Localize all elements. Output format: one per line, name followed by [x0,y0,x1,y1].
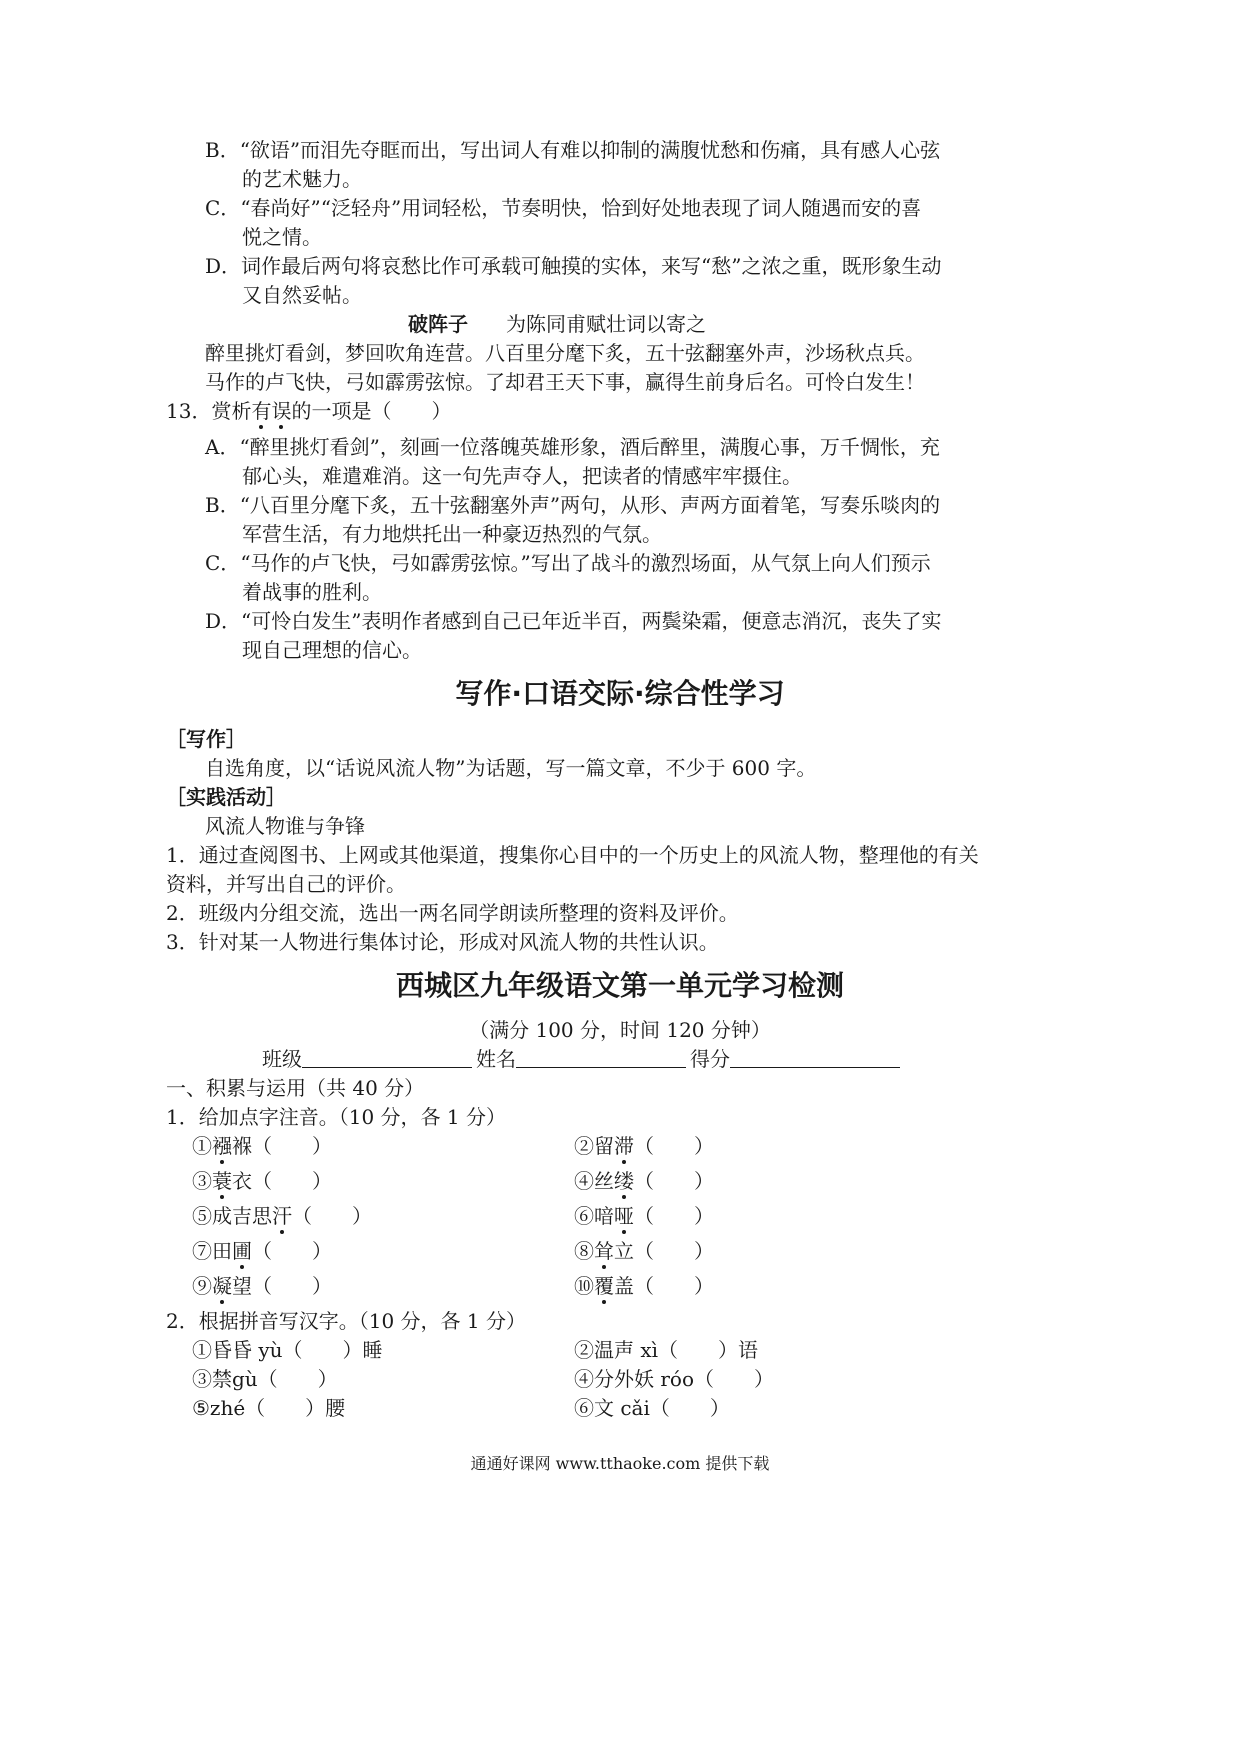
q13-dotted-char: 误 [271,399,292,423]
q2-item: ③禁gù（ ） [192,1367,338,1391]
dotted-char: 哑 [614,1204,634,1228]
dotted-char: 蓑 [212,1169,232,1193]
dotted-char: 凝 [212,1274,232,1298]
q1-item-text: ⑩ [574,1274,594,1298]
q1-item-text: “醉里挑灯看剑”，刻画一位落魄英雄形象，酒后醉里，满腹心事，万千惆怅，充 [239,435,940,459]
q1-item [574,1167,714,1195]
q1-item-text: 望（ ） [232,1274,332,1298]
q2-item: ④分外妖 róo（ ） [574,1367,774,1391]
dotted-char: 汗 [272,1204,292,1228]
q1-item-text: C． [205,196,241,220]
q1-item-text: C． [205,551,241,575]
q1-item-text: “马作的卢飞快，弓如霹雳弦惊。”写出了战斗的激烈场面，从气氛上向人们预示 [240,551,931,575]
q1-item-text: D． [205,254,242,278]
class-field[interactable] [302,1047,472,1068]
poem-heading [408,310,706,338]
q1-item-text: 衣（ ） [232,1169,332,1193]
q1-item [192,1237,332,1265]
q2-item: ②温声 xì（ ）语 [574,1338,759,1362]
footer-credit: 通通好课网 www.tthaoke.com 提供下载 [470,1454,770,1473]
dotted-char: 襁 [212,1134,232,1158]
q1-item-text: （ ） [252,1239,332,1263]
q1-item-text: 的一项是（ ） [291,399,452,423]
q1-item [574,1272,714,1300]
q1-item-text: （ ） [292,1204,372,1228]
q1-item-text: 盖（ ） [614,1274,714,1298]
q1-item [574,1132,714,1160]
name-field[interactable] [516,1047,686,1068]
q13-option-a [205,433,940,461]
q1-item-text: D． [205,609,242,633]
q13-option-b-cont: 军营生活，有力地烘托出一种豪迈热烈的气氛。 [242,522,662,546]
q1-item-text: 词作最后两句将哀愁比作可承载可触摸的实体，来写“愁”之浓之重，既形象生动 [241,254,942,278]
q1-item-text: 褓（ ） [232,1134,332,1158]
q1-item [192,1202,372,1230]
q12-option-d-cont: 又自然妥帖。 [242,283,362,307]
poem-title: 破阵子 [408,312,468,336]
q13-option-b [205,491,940,519]
exam-title: 西城区九年级语文第一单元学习检测 [395,969,844,1002]
q1-item-text: B． [205,493,240,517]
dotted-char: 覆 [594,1274,614,1298]
practice-item-3: 3．针对某一人物进行集体讨论，形成对风流人物的共性认识。 [166,930,719,954]
q12-option-c-cont: 悦之情。 [242,225,322,249]
q1-item-text: ⑥喑 [574,1204,614,1228]
practice-item-2: 2．班级内分组交流，选出一两名同学朗读所整理的资料及评价。 [166,901,739,925]
q1-item-text: ⑦田 [192,1239,232,1263]
q12-option-c [205,194,921,222]
q1-item-text: ④丝 [574,1169,614,1193]
score-field[interactable] [730,1047,900,1068]
q1-item-text: B． [205,138,240,162]
poem-line-2: 马作的卢飞快，弓如霹雳弦惊。了却君王天下事，赢得生前身后名。可怜白发生！ [205,370,925,394]
q2-item: ①昏昏 yù（ ）睡 [192,1338,383,1362]
q1-item [192,1167,332,1195]
dotted-char: 耸 [594,1239,614,1263]
q13-dotted-char: 有 [251,399,272,423]
q1-item-text: “八百里分麾下炙，五十弦翻塞外声”两句，从形、声两方面着笔，写奏乐啖肉的 [239,493,941,517]
practice-item-1-cont: 资料，并写出自己的评价。 [166,872,406,896]
practice-title: 风流人物谁与争锋 [205,814,365,838]
poem-line-1: 醉里挑灯看剑，梦回吹角连营。八百里分麾下炙，五十弦翻塞外声，沙场秋点兵。 [205,341,925,365]
q1-item-text: （ ） [634,1204,714,1228]
writing-prompt: 自选角度，以“话说风流人物”为话题，写一篇文章，不少于 600 字。 [205,756,817,780]
q1-item-text: “欲语”而泪先夺眶而出，写出词人有难以抑制的满腹忧愁和伤痛，具有感人心弦 [239,138,941,162]
writing-label: ［写作］ [166,727,246,751]
q1-item-text: （ ） [634,1134,714,1158]
q1-item-text: ⑨ [192,1274,212,1298]
exam-subtitle: （满分 100 分，时间 120 分钟） [469,1018,771,1042]
dotted-char: 滞 [614,1134,634,1158]
q13-option-c-cont: 着战事的胜利。 [242,580,382,604]
q2-title: 2．根据拼音写汉字。（10 分，各 1 分） [166,1309,526,1333]
q12-option-b [205,136,940,164]
student-info-line [262,1045,904,1073]
q1-item [574,1202,714,1230]
q1-item [192,1132,332,1160]
q1-item-text: A． [205,435,240,459]
q1-item [574,1237,714,1265]
section-1-heading: 一、积累与运用（共 40 分） [166,1076,425,1100]
q13-stem [166,397,451,425]
class-label: 班级 [262,1047,302,1071]
dotted-char: 缕 [614,1169,634,1193]
q13-option-d [205,607,942,635]
q1-item-text: 立（ ） [614,1239,714,1263]
q1-item-text: （ ） [634,1169,714,1193]
q1-item-text: 13．赏析 [166,399,252,423]
q12-option-b-cont: 的艺术魅力。 [242,167,362,191]
q1-item-text: ① [192,1134,212,1158]
q2-item: ⑤zhé（ ）腰 [192,1396,346,1420]
q1-item-text: ③ [192,1169,212,1193]
name-label: 姓名 [476,1047,516,1071]
q1-item-text: “春尚好”“泛轻舟”用词轻松，节奏明快，恰到好处地表现了词人随遇而安的喜 [240,196,922,220]
q2-item: ⑥文 cǎi（ ） [574,1396,730,1420]
poem-subtitle: 为陈同甫赋壮词以寄之 [506,312,706,336]
practice-label: ［实践活动］ [166,785,286,809]
q13-option-d-cont: 现自己理想的信心。 [242,638,422,662]
q1-item [192,1272,332,1300]
q12-option-d [205,252,942,280]
dotted-char: 圃 [232,1239,252,1263]
q1-title: 1．给加点字注音。（10 分，各 1 分） [166,1105,506,1129]
q1-item-text: ②留 [574,1134,614,1158]
q1-item-text: “可怜白发生”表明作者感到自己已年近半百，两鬓染霜，便意志消沉，丧失了实 [241,609,942,633]
q1-item-text: ⑧ [574,1239,594,1263]
q13-option-c [205,549,931,577]
section-heading-writing: 写作·口语交际·综合性学习 [455,677,785,710]
score-label: 得分 [690,1047,730,1071]
practice-item-1: 1．通过查阅图书、上网或其他渠道，搜集你心目中的一个历史上的风流人物，整理他的有关 [166,843,979,867]
q1-item-text: ⑤成吉思 [192,1204,272,1228]
q13-option-a-cont: 郁心头，难遣难消。这一句先声夺人，把读者的情感牢牢摄住。 [242,464,802,488]
